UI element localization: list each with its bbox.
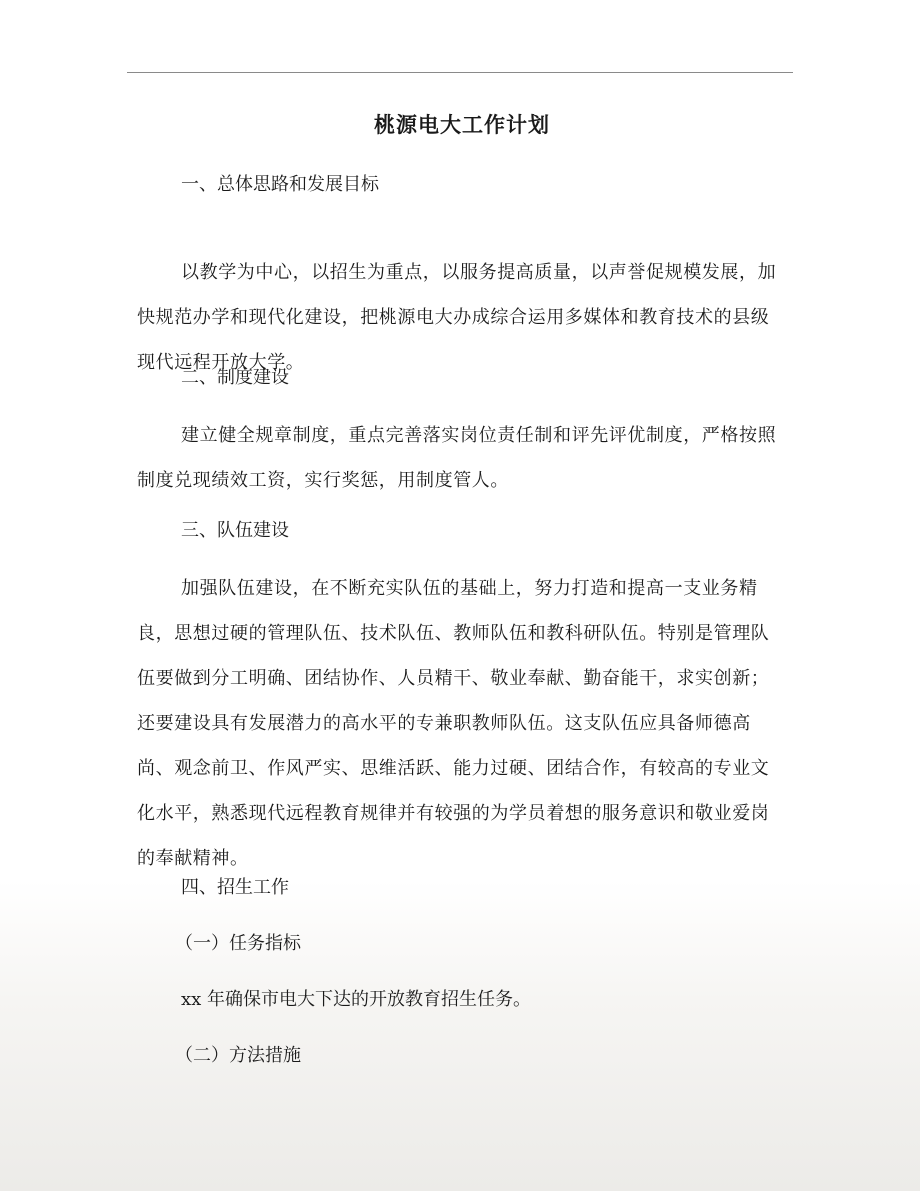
section-heading-team: 三、队伍建设 (181, 520, 289, 541)
section-paragraph-system: 建立健全规章制度，重点完善落实岗位责任制和评先评优制度，严格按照制度兑现绩效工资，实行奖惩，用制度管人。 (137, 425, 777, 491)
section-heading-enrollment: 四、招生工作 (181, 877, 289, 898)
document-title: 桃源电大工作计划 (374, 112, 550, 137)
section-heading-system: 二、制度建设 (181, 367, 289, 388)
subsection-heading-targets: （一）任务指标 (175, 933, 301, 954)
section-heading-goals: 一、总体思路和发展目标 (181, 174, 379, 195)
header-rule (127, 72, 793, 73)
subsection-heading-methods: （二）方法措施 (175, 1045, 301, 1066)
section-paragraph-goals: 以教学为中心，以招生为重点，以服务提高质量，以声誉促规模发展，加快规范办学和现代化建设，把桃源电大办成综合运用多媒体和教育技术的县级现代远程开放大学。 (137, 262, 777, 373)
subsection-text-targets: xx 年确保市电大下达的开放教育招生任务。 (181, 989, 532, 1010)
section-paragraph-team: 加强队伍建设，在不断充实队伍的基础上，努力打造和提高一支业务精良，思想过硬的管理队伍、技术队伍、教师队伍和教科研队伍。特别是管理队伍要做到分工明确、团结协作、人员精干、敬业奉献、勤奋能干，求实创新；还要建设具有发展潜力的高水平的专兼职教师队伍。这支队伍应具备师德高尚、观念前卫、作风严实、思维活跃、能力过硬、团结合作，有较高的专业文化水平，熟悉现代远程教育规律并有较强的为学员着想的服务意识和敬业爱岗的奉献精神。 (137, 578, 770, 869)
